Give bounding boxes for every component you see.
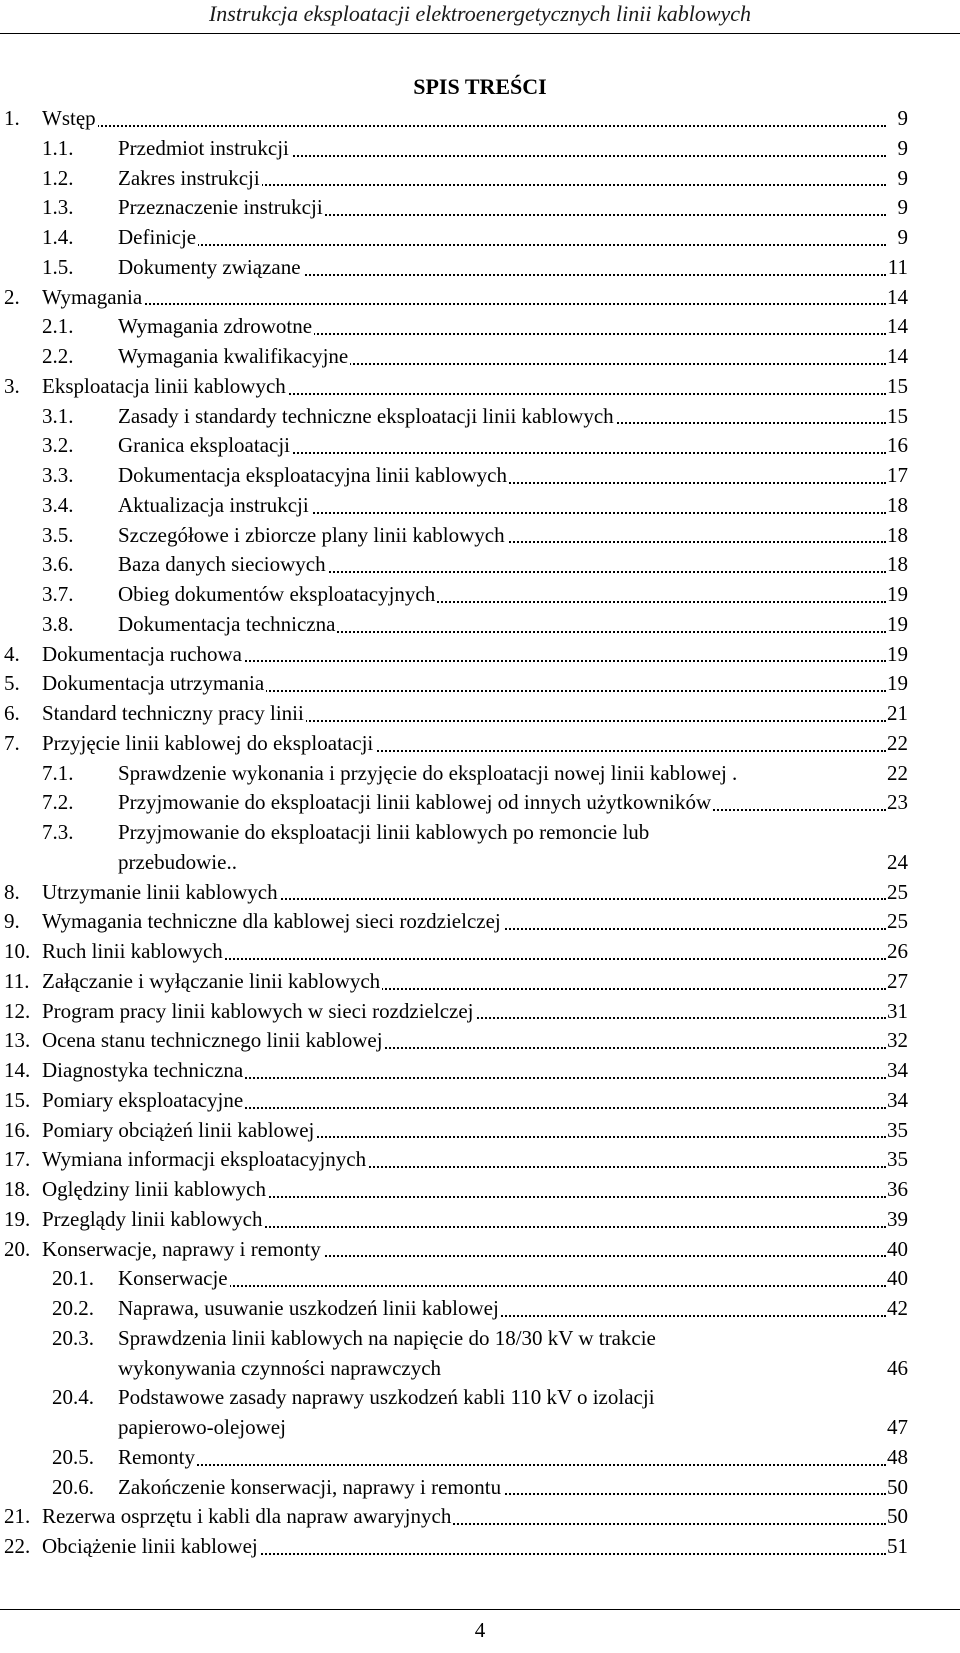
toc-entry-page: 22	[887, 730, 908, 755]
toc-entry-title-with-leader	[118, 580, 886, 610]
toc-entry-number: 3.4.	[42, 492, 74, 517]
toc-entry-page: 50	[887, 1504, 908, 1529]
toc-entry-title-continuation	[118, 1354, 886, 1384]
toc-entry-title-with-leader	[42, 1116, 886, 1146]
toc-entry-number: 7.2.	[42, 790, 74, 815]
toc-entry-title-with-leader	[42, 1175, 886, 1205]
toc-entry-title-with-leader	[118, 402, 886, 432]
toc-entry-page: 23	[887, 790, 908, 815]
toc-entry-title-with-leader	[118, 491, 886, 521]
toc-entry-page: 18	[887, 522, 908, 547]
toc-entry-page: 34	[887, 1058, 908, 1082]
toc-entry-number: 18.	[4, 1177, 31, 1201]
toc-entry-title-with-leader	[42, 1532, 886, 1562]
toc-entry-page: 46	[887, 1355, 908, 1380]
toc-entry-page: 42	[887, 1296, 908, 1320]
toc-entry-title: Sprawdzenie wykonania i przyjęcie do eksploatacji nowej linii kablowej .	[118, 760, 738, 785]
toc-entry-number: 13.	[4, 1028, 31, 1053]
toc-entry[interactable]	[0, 580, 960, 610]
toc-entry[interactable]	[0, 937, 960, 967]
toc-entry-page: 15	[887, 403, 908, 428]
toc-entry-title-with-leader	[42, 104, 886, 134]
toc-entry[interactable]	[0, 610, 960, 640]
toc-entry-number: 2.2.	[42, 344, 74, 368]
toc-entry[interactable]	[0, 669, 960, 699]
toc-entry-title: Przyjęcie linii kablowej do eksploatacji	[42, 730, 374, 755]
toc-entry-title: Standard techniczny pracy linii	[42, 701, 304, 725]
toc-entry[interactable]	[0, 253, 960, 283]
toc-entry-title: Wymagania	[42, 284, 143, 309]
toc-entry-title-with-leader	[42, 907, 886, 937]
toc-entry-title-with-leader	[118, 253, 886, 283]
toc-entry[interactable]	[0, 134, 960, 164]
toc-entry-title: Wymiana informacji eksploatacyjnych	[42, 1147, 367, 1172]
toc-entry[interactable]	[0, 759, 960, 789]
toc-entry[interactable]	[0, 1264, 960, 1294]
toc-entry-title: Naprawa, usuwanie uszkodzeń linii kablowej	[118, 1296, 499, 1320]
toc-entry-title-continuation-text: przebudowie..	[118, 849, 237, 874]
toc-entry[interactable]	[0, 818, 960, 878]
toc-entry-title-with-leader	[118, 788, 886, 818]
toc-entry-number: 20.6.	[52, 1474, 94, 1499]
footer-divider	[0, 1609, 960, 1610]
toc-entry-title: Zakres instrukcji	[118, 165, 260, 190]
toc-entry-page: 25	[887, 909, 908, 934]
toc-entry-number: 19.	[4, 1206, 31, 1231]
toc-entry-page: 39	[887, 1206, 908, 1231]
toc-entry[interactable]	[0, 1235, 960, 1265]
toc-entry[interactable]	[0, 878, 960, 908]
toc-entry-page: 47	[887, 1415, 908, 1439]
toc-entry-number: 3.	[4, 373, 20, 398]
toc-entry-title: Dokumentacja ruchowa	[42, 641, 243, 666]
toc-entry-number: 5.	[4, 671, 20, 696]
toc-entry[interactable]	[0, 164, 960, 194]
toc-entry[interactable]	[0, 1086, 960, 1116]
toc-entry-number: 2.	[4, 284, 20, 309]
toc-entry[interactable]	[0, 1116, 960, 1146]
toc-entry-number: 20.2.	[52, 1296, 94, 1320]
toc-entry-number: 20.4.	[52, 1385, 94, 1410]
toc-entry-number: 11.	[4, 968, 30, 993]
toc-entry[interactable]	[0, 223, 960, 253]
toc-entry-number: 3.5.	[42, 522, 74, 547]
toc-entry-page: 18	[887, 492, 908, 517]
toc-entry-page: 35	[887, 1147, 908, 1172]
toc-entry[interactable]	[0, 342, 960, 372]
toc-entry-title-with-leader	[118, 193, 886, 223]
toc-entry-title: Podstawowe zasady naprawy uszkodzeń kabli 110 kV o izolacji	[118, 1385, 655, 1410]
toc-entry[interactable]	[0, 372, 960, 402]
toc-entry[interactable]	[0, 1056, 960, 1086]
toc-entry-title: Rezerwa osprzętu i kabli dla napraw awaryjnych	[42, 1504, 452, 1529]
toc-entry-title: Dokumenty związane	[118, 254, 301, 279]
toc-entry-title-with-leader	[118, 1294, 886, 1324]
toc-entry-page: 24	[887, 849, 908, 874]
header-divider	[0, 33, 960, 34]
toc-entry-number: 20.1.	[52, 1266, 94, 1291]
toc-entry[interactable]	[0, 491, 960, 521]
toc-entry-title: Pomiary obciążeń linii kablowej	[42, 1117, 315, 1142]
toc-entry-number: 20.5.	[52, 1444, 94, 1469]
toc-entry-number: 1.	[4, 106, 20, 130]
toc-entry-title: Aktualizacja instrukcji	[118, 492, 309, 517]
toc-entry-page: 18	[887, 552, 908, 577]
toc-entry-title-with-leader	[42, 1026, 886, 1056]
toc-entry-number: 22.	[4, 1534, 31, 1558]
toc-entry-number: 9.	[4, 909, 20, 934]
toc-entry-number: 12.	[4, 998, 31, 1023]
toc-entry-title-with-leader	[42, 729, 886, 759]
toc-entry[interactable]	[0, 997, 960, 1027]
toc-entry[interactable]	[0, 699, 960, 729]
toc-entry-title: Granica eksploatacji	[118, 433, 290, 458]
toc-entry-title: Wstęp	[42, 106, 96, 130]
toc-entry[interactable]	[0, 312, 960, 342]
toc-entry-page: 26	[887, 939, 908, 963]
toc-entry-title: Konserwacje, naprawy i remonty	[42, 1236, 321, 1261]
toc-entry[interactable]	[0, 550, 960, 580]
toc-entry-page: 31	[887, 998, 908, 1023]
toc-entry-title: Utrzymanie linii kablowych	[42, 879, 278, 904]
toc-entry-page: 9	[897, 135, 908, 160]
toc-entry-title-with-leader	[118, 610, 886, 640]
toc-entry-page: 14	[887, 284, 908, 309]
toc-entry-page: 19	[887, 671, 908, 696]
toc-entry-page: 51	[887, 1534, 908, 1558]
toc-entry-number: 3.8.	[42, 611, 74, 636]
toc-entry-number: 10.	[4, 939, 31, 963]
toc-entry-page: 14	[887, 344, 908, 368]
toc-entry-page: 22	[887, 760, 908, 785]
toc-entry-page: 14	[887, 314, 908, 339]
toc-entry-title: Program pracy linii kablowych w sieci rozdzielczej	[42, 998, 474, 1023]
toc-entry-title-with-leader	[118, 223, 886, 253]
toc-entry-number: 7.	[4, 730, 20, 755]
toc-entry-title-with-leader	[118, 312, 886, 342]
toc-entry-title-with-leader	[42, 1086, 886, 1116]
toc-entry[interactable]	[0, 1443, 960, 1473]
toc-entry-number: 15.	[4, 1087, 31, 1112]
toc-entry-page: 16	[887, 433, 908, 458]
toc-entry[interactable]	[0, 640, 960, 670]
toc-entry-page: 32	[887, 1028, 908, 1053]
toc-entry-page: 15	[887, 373, 908, 398]
toc-entry-title-continuation-text: papierowo-olejowej	[118, 1415, 286, 1439]
toc-entry-title: Oględziny linii kablowych	[42, 1177, 266, 1201]
toc-entry-title-with-leader	[42, 878, 886, 908]
toc-entry-title: Dokumentacja techniczna	[118, 611, 336, 636]
toc-entry-title-with-leader	[42, 937, 886, 967]
running-header	[0, 0, 960, 36]
toc-entry-title: Wymagania zdrowotne	[118, 314, 313, 339]
toc-entry-title-with-leader	[118, 342, 886, 372]
toc-entry-title-continuation	[118, 848, 886, 878]
toc-entry-title-with-leader	[118, 1473, 886, 1503]
toc-entry-title-with-leader	[118, 134, 886, 164]
toc-entry-number: 6.	[4, 701, 20, 725]
toc-entry[interactable]	[0, 521, 960, 551]
toc-entry-title-with-leader	[118, 521, 886, 551]
toc-entry-title-with-leader	[118, 164, 886, 194]
toc-entry-title-continuation	[118, 1413, 886, 1443]
toc-entry-number: 3.2.	[42, 433, 74, 458]
toc-entry-title: Wymagania techniczne dla kablowej sieci rozdzielczej	[42, 909, 501, 934]
toc-entry-page: 50	[887, 1474, 908, 1499]
toc-entry-title: Przeznaczenie instrukcji	[118, 195, 323, 220]
toc-entry-title-with-leader	[42, 1145, 886, 1175]
toc-entry-page: 19	[887, 611, 908, 636]
toc-entry[interactable]	[0, 788, 960, 818]
toc-entry-number: 1.4.	[42, 225, 74, 249]
toc-entry-page: 9	[897, 165, 908, 190]
toc-entry-number: 17.	[4, 1147, 31, 1172]
toc-entry-page: 9	[897, 195, 908, 220]
toc-entry-title-with-leader	[42, 967, 886, 997]
toc-entry-title-with-leader	[42, 640, 886, 670]
toc-entry-title-with-leader	[42, 997, 886, 1027]
toc-entry-title-with-leader	[118, 431, 886, 461]
toc-entry-title-with-leader	[42, 669, 886, 699]
toc-entry-number: 7.3.	[42, 820, 74, 844]
toc-entry-number: 1.3.	[42, 195, 74, 220]
toc-entry-title-with-leader	[42, 283, 886, 313]
toc-entry-title-with-leader	[118, 550, 886, 580]
toc-entry-title: Ocena stanu technicznego linii kablowej	[42, 1028, 383, 1053]
toc-entry[interactable]	[0, 729, 960, 759]
toc-entry-page: 35	[887, 1117, 908, 1142]
toc-entry-number: 3.7.	[42, 582, 74, 606]
toc-entry-title: Szczegółowe i zbiorcze plany linii kablowych	[118, 522, 505, 547]
page-number: 4	[474, 1618, 486, 1642]
toc-entry[interactable]	[0, 1294, 960, 1324]
toc-entry[interactable]	[0, 1383, 960, 1443]
toc-entry-page: 48	[887, 1444, 908, 1469]
toc-entry-title: Przeglądy linii kablowych	[42, 1206, 263, 1231]
toc-entry-title: Dokumentacja eksploatacyjna linii kablowych	[118, 463, 507, 487]
toc-entry[interactable]	[0, 1145, 960, 1175]
toc-entry-title: Przyjmowanie do eksploatacji linii kablowej od innych użytkowników	[118, 790, 712, 815]
toc-entry-page: 9	[897, 225, 908, 249]
toc-entry-page: 34	[887, 1087, 908, 1112]
toc-entry-title: Przyjmowanie do eksploatacji linii kablowych po remoncie lub	[118, 820, 650, 844]
toc-entry-title: Przedmiot instrukcji	[118, 135, 289, 160]
toc-entry[interactable]	[0, 283, 960, 313]
toc-entry-page: 9	[897, 106, 908, 130]
toc-entry-title: Załączanie i wyłączanie linii kablowych	[42, 968, 381, 993]
toc-entry-title: Eksploatacja linii kablowych	[42, 373, 286, 398]
toc-entry-page: 17	[887, 463, 908, 487]
toc-entry[interactable]	[0, 193, 960, 223]
toc-entry-number: 4.	[4, 641, 20, 666]
toc-entry-title: Obciążenie linii kablowej	[42, 1534, 258, 1558]
toc-entry-number: 8.	[4, 879, 20, 904]
toc-entry-title: Zasady i standardy techniczne eksploatacji linii kablowych	[118, 403, 614, 428]
toc-entry-title-with-leader	[42, 1235, 886, 1265]
toc-entry-title: Dokumentacja utrzymania	[42, 671, 265, 696]
toc-entry-number: 7.1.	[42, 760, 74, 785]
toc-entry-title: Obieg dokumentów eksploatacyjnych	[118, 582, 436, 606]
toc-entry[interactable]	[0, 1026, 960, 1056]
toc-entry-page: 36	[887, 1177, 908, 1201]
toc-entry-page: 11	[887, 254, 908, 279]
toc-entry-number: 21.	[4, 1504, 31, 1529]
toc-entry-title-with-leader	[118, 461, 886, 491]
toc-entry-title-with-leader	[42, 1205, 886, 1235]
toc-entry[interactable]	[0, 907, 960, 937]
toc-entry-title: Diagnostyka techniczna	[42, 1058, 244, 1082]
toc-entry[interactable]	[0, 1175, 960, 1205]
toc-entry-title: Sprawdzenia linii kablowych na napięcie do 18/30 kV w trakcie	[118, 1325, 656, 1350]
toc-entry-page: 25	[887, 879, 908, 904]
toc-entry-number: 2.1.	[42, 314, 74, 339]
toc-entry-number: 20.3.	[52, 1325, 94, 1350]
toc-entry-page: 40	[887, 1236, 908, 1261]
toc-entry-title-with-leader	[118, 1264, 886, 1294]
toc-entry-title: Zakończenie konserwacji, naprawy i remontu	[118, 1474, 502, 1499]
toc-entry-title: Definicje	[118, 225, 197, 249]
toc-entry-title-continuation-text: wykonywania czynności naprawczych	[118, 1355, 442, 1380]
toc-entry[interactable]	[0, 1473, 960, 1503]
toc-entry-number: 16.	[4, 1117, 31, 1142]
toc-entry-title-with-leader	[42, 372, 886, 402]
toc-entry-number: 14.	[4, 1058, 31, 1082]
toc-entry-number: 3.3.	[42, 463, 74, 487]
toc-entry-title: Remonty	[118, 1444, 195, 1469]
toc-entry-title: Baza danych sieciowych	[118, 552, 326, 577]
toc-entry-title: Pomiary eksploatacyjne	[42, 1087, 244, 1112]
running-header-title: Instrukcja eksploatacji elektroenergetycznych linii kablowych	[208, 1, 752, 26]
toc-entry-title: Ruch linii kablowych	[42, 939, 223, 963]
toc-entry-number: 1.2.	[42, 165, 74, 190]
toc-entry[interactable]	[0, 1532, 960, 1562]
toc-entry-title-with-leader	[42, 1502, 886, 1532]
toc-entry-title-with-leader	[118, 1443, 886, 1473]
toc-entry[interactable]	[0, 1205, 960, 1235]
toc-entry[interactable]	[0, 1324, 960, 1384]
toc-entry-number: 1.1.	[42, 135, 74, 160]
table-of-contents	[0, 104, 960, 1562]
toc-entry-page: 19	[887, 641, 908, 666]
toc-entry-page: 27	[887, 968, 908, 993]
toc-entry[interactable]	[0, 461, 960, 491]
toc-entry-title-with-leader	[42, 1056, 886, 1086]
page-title: SPIS TREŚCI	[413, 74, 547, 99]
toc-entry-page: 40	[887, 1266, 908, 1291]
toc-entry-page: 21	[887, 701, 908, 725]
toc-entry-title-with-leader	[42, 699, 886, 729]
toc-entry-number: 3.6.	[42, 552, 74, 577]
toc-entry-title: Konserwacje	[118, 1266, 228, 1291]
toc-entry-page: 19	[887, 582, 908, 606]
toc-entry[interactable]	[0, 967, 960, 997]
toc-entry[interactable]	[0, 104, 960, 134]
toc-entry-title-with-leader	[118, 759, 886, 789]
toc-entry-number: 3.1.	[42, 403, 74, 428]
toc-entry-number: 1.5.	[42, 254, 74, 279]
toc-entry-title: Wymagania kwalifikacyjne	[118, 344, 349, 368]
toc-entry[interactable]	[0, 431, 960, 461]
toc-entry-number: 20.	[4, 1236, 31, 1261]
toc-entry[interactable]	[0, 402, 960, 432]
toc-entry[interactable]	[0, 1502, 960, 1532]
